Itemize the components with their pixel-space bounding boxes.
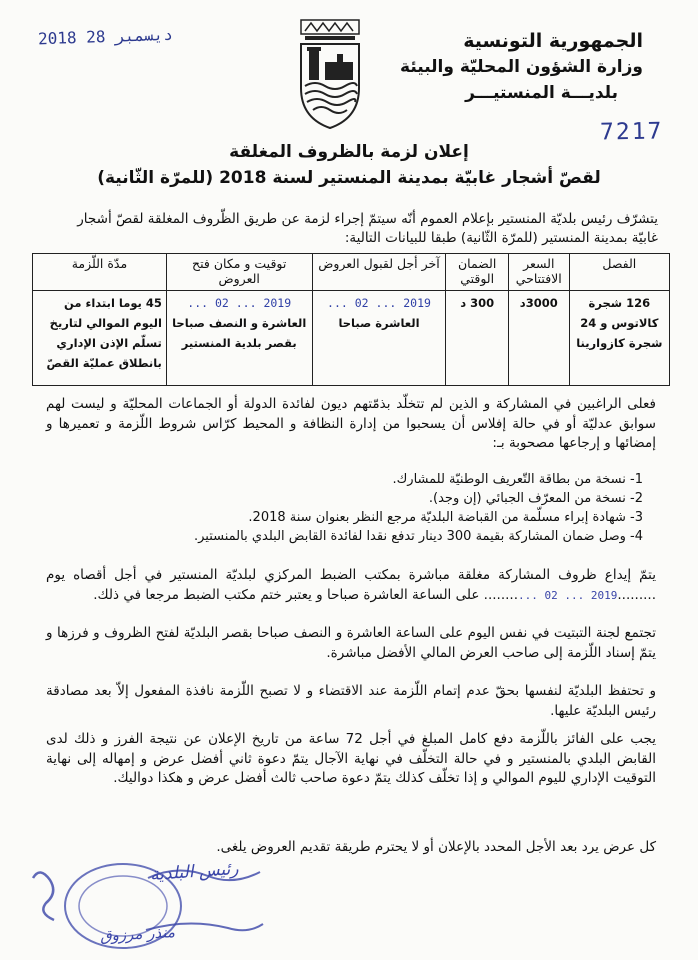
list-item: 4- وصل ضمان المشاركة بقيمة 300 دينار تدفع نقدا لفائدة القابض البلدي بالمنستير. bbox=[193, 529, 643, 544]
cell-opening bbox=[166, 291, 312, 386]
list-item: 1- نسخة من بطاقة التّعريف الوطنيّة للمشارك. bbox=[392, 472, 643, 487]
header-duration: مدّة اللّزمة bbox=[33, 254, 167, 291]
reference-number: 7217 bbox=[599, 118, 664, 146]
announcement-subtitle: لقصّ أشجار غابيّة بمدينة المنستير لسنة 2018 (للمرّة الثّانية) bbox=[97, 168, 601, 188]
table-row bbox=[33, 291, 670, 386]
list-item: 3- شهادة إبراء مسلّمة من القباضة البلديّة مرجع النظر بعنوان سنة 2018. bbox=[248, 510, 643, 525]
header-ministry: وزارة الشؤون المحليّة والبيئة bbox=[400, 57, 643, 77]
cell-guarantee: 300 د bbox=[446, 291, 508, 386]
header-receipt-deadline: آخر أجل لقبول العروض bbox=[312, 254, 446, 291]
lots-table bbox=[32, 253, 670, 386]
list-item: 2- نسخة من المعرّف الجبائي (إن وجد). bbox=[428, 491, 643, 506]
paragraph-eligibility: فعلى الراغبين في المشاركة و الذين لم تتخلّد بذمّتهم ديون لفائدة الدولة أو الجماعات المحليّة و ليست لهم سوابق عدليّة أو في حالة إفلاس أن يسحبوا من إدارة النظافة و المحيط كرّاس شروط اللّزمة و تعميرها و إمضائها و إرجاعها مصحوبة بـ: bbox=[46, 396, 656, 451]
date-stamp: 2018 ديسمبر 28 bbox=[37, 24, 174, 49]
paragraph-late-offers: كل عرض يرد بعد الأجل المحدد بالإعلان أو لا يحترم طريقة تقديم العروض يلغى. bbox=[216, 839, 656, 855]
paragraph-committee: تجتمع لجنة التبتيت في نفس اليوم على الساعة العاشرة و النصف صباحا بقصر البلديّة لفتح الظروف و فرزها و يتمّ إسناد اللّزمة إلى صاحب العرض المالي الأفضل مباشرة. bbox=[46, 625, 656, 661]
cell-receipt bbox=[312, 291, 446, 386]
opening-time: العاشرة و النصف صباحا bbox=[172, 316, 307, 330]
cell-price: 3000د bbox=[508, 291, 569, 386]
required-documents-list bbox=[83, 470, 643, 546]
municipality-crest-icon bbox=[295, 18, 365, 130]
header-republic: الجمهورية التونسية bbox=[463, 30, 643, 52]
paragraph-payment: يجب على الفائز باللّزمة دفع كامل المبلغ في أجل 72 ساعة من تاريخ الإعلان عن نتيجة الفرز و ذلك لدى القابض البلدي بالمنستير و في حالة التخلّف في نهاية الآجال يتمّ دعوة ثاني أفضل عرض و إمهاله إلى نهاية التوقيت الإداري لليوم الموالي و إذا تخلّف كذلك يتمّ دعوة صاحب ثالث أفضل عرض و هكذا دواليك. bbox=[46, 731, 656, 786]
paragraph-submission bbox=[46, 566, 656, 605]
header-opening: توقيت و مكان فتح العروض bbox=[166, 254, 312, 291]
signature-name: منذر مرزوق bbox=[99, 923, 176, 945]
receipt-time: العاشرة صباحا bbox=[338, 316, 420, 330]
receipt-date-stamp: 2019 ... 02 ... bbox=[327, 296, 431, 310]
signature-title: رئيس البلدية bbox=[149, 858, 240, 886]
intro-paragraph: يتشرّف رئيس بلديّة المنستير بإعلام العموم أنّه سيتمّ إجراء لزمة عن طريق الظّروف المغلقة لقصّ أشجار غابيّة بمدينة المنستير (للمرّة الثّانية) طبقا للبيانات التالية: bbox=[77, 211, 658, 246]
cell-lot: 126 شجرة كالاتوس و 24 شجرة كازوارينا bbox=[569, 291, 669, 386]
submission-text-end: ........ على الساعة العاشرة صباحا و يعتبر ختم مكتب الضبط مرجعا في ذلك. bbox=[93, 586, 518, 603]
opening-place: بقصر بلدية المنستير bbox=[181, 336, 297, 350]
header-lot: الفصل bbox=[569, 254, 669, 291]
header-price: السعر الافتتاحي bbox=[508, 254, 569, 291]
table-header-row bbox=[33, 254, 670, 291]
header-guarantee: الضمان الوقتي bbox=[446, 254, 508, 291]
paragraph-reservation: و تحتفظ البلديّة لنفسها بحقّ عدم إتمام اللّزمة عند الاقتضاء و لا تصبح اللّزمة نافذة المفعول إلاّ بعد مصادقة رئيس البلديّة عليها. bbox=[46, 683, 656, 719]
announcement-title: إعلان لزمة بالظروف المغلقة bbox=[229, 142, 469, 162]
submission-text-start: يتمّ إيداع ظروف المشاركة مغلقة مباشرة بمكتب الضبط المركزي لبلديّة المنستير في أجل أقصاه يوم ......... bbox=[46, 567, 656, 603]
header-municipality: بلديـــة المنستيـــر bbox=[465, 83, 618, 103]
opening-date-stamp: 2019 ... 02 ... bbox=[187, 296, 292, 310]
submission-date-stamp: 2019 ... 02 ... bbox=[518, 588, 618, 602]
cell-duration: 45 يوما ابتداء من اليوم الموالي لتاريخ تسلّم الإذن الإداري بانطلاق عمليّة القصّ bbox=[33, 291, 167, 386]
